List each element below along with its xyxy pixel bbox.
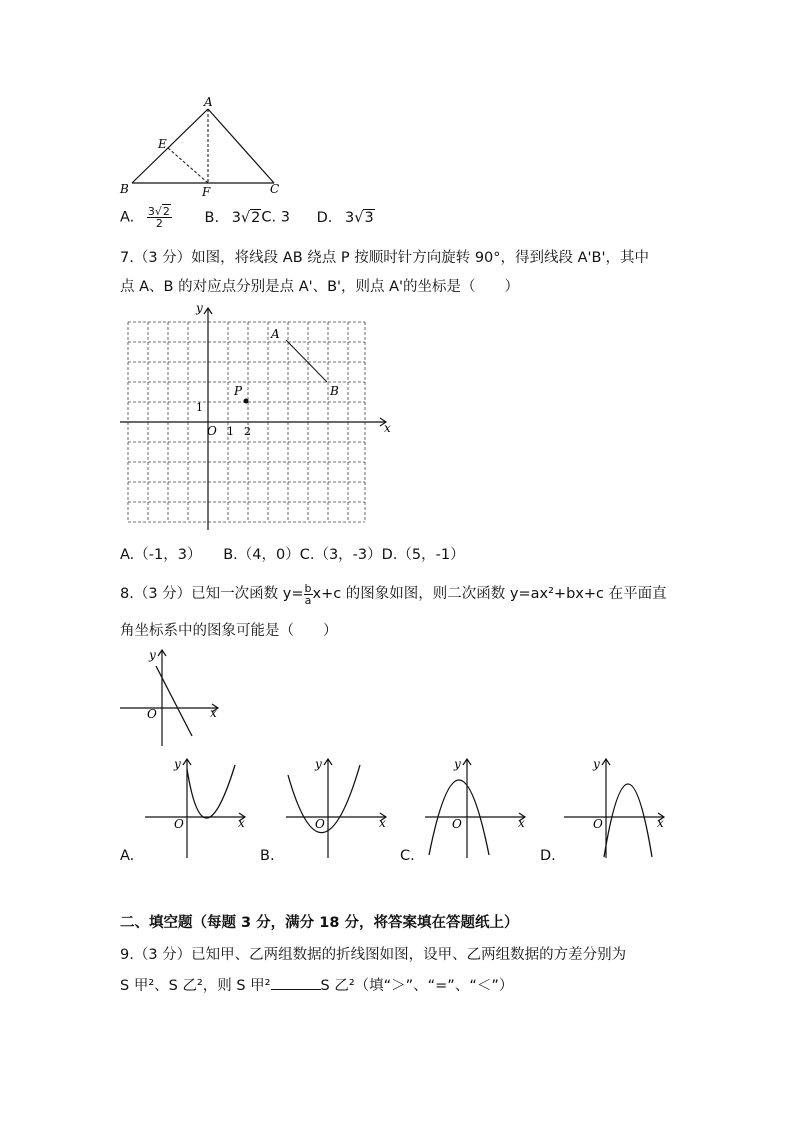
label-B: B bbox=[120, 182, 129, 196]
q8-option-b-label: B. bbox=[260, 848, 275, 864]
q8-c-x-label: x bbox=[518, 816, 525, 830]
q7-line2: 点 A、B 的对应点分别是点 A'、B'，则点 A'的坐标是（ ） bbox=[120, 279, 520, 295]
point-B-label: B bbox=[330, 384, 339, 398]
q7-grid-figure bbox=[118, 302, 398, 530]
q8-b-y-label: y bbox=[315, 757, 322, 771]
tick-x-1: 1 bbox=[227, 425, 234, 438]
tick-x-2: 2 bbox=[244, 425, 251, 438]
q8-d-origin: O bbox=[593, 817, 603, 831]
q8-linear-origin: O bbox=[147, 707, 157, 721]
q6-options bbox=[120, 206, 375, 236]
label-A: A bbox=[204, 95, 213, 109]
axis-x-label: x bbox=[384, 421, 391, 435]
q6-option-b-value: 3√2 bbox=[231, 209, 261, 226]
q8-option-c-graph bbox=[423, 755, 533, 860]
q8-option-d-graph bbox=[562, 755, 672, 860]
q8-c-y-label: y bbox=[454, 757, 461, 771]
q9-line2 bbox=[120, 975, 513, 996]
q6-option-b-label: B. bbox=[204, 209, 220, 226]
q6-option-c: C. 3 bbox=[261, 209, 290, 226]
label-C: C bbox=[270, 182, 280, 196]
q8-a-origin: O bbox=[174, 817, 184, 831]
point-A-label: A bbox=[271, 327, 280, 341]
q7-line1: 7.（3 分）如图，将线段 AB 绕点 P 按顺时针方向旋转 90°，得到线段 A'B'，其中 bbox=[120, 250, 649, 266]
q9-line1: 9.（3 分）已知甲、乙两组数据的折线图如图，设甲、乙两组数据的方差分别为 bbox=[120, 947, 627, 963]
q8-linear-graph bbox=[118, 646, 228, 748]
tick-y-1: 1 bbox=[196, 401, 203, 414]
q8-b-x-label: x bbox=[379, 816, 386, 830]
q8-option-d-label: D. bbox=[540, 848, 556, 864]
q8-a-y-label: y bbox=[174, 757, 181, 771]
point-P-label: P bbox=[234, 384, 243, 398]
q8-option-b-graph bbox=[284, 755, 394, 860]
q6-option-a-value: $\frac{3√2}{2}$ bbox=[147, 205, 170, 230]
label-F: F bbox=[202, 185, 211, 197]
q8-option-a-label: A. bbox=[120, 848, 135, 864]
axis-y-label: y bbox=[196, 302, 203, 315]
q8-linear-y-label: y bbox=[149, 648, 156, 662]
q8-a-x-label: x bbox=[238, 816, 245, 830]
q8-fraction: $\frac{b}{a}$ bbox=[304, 581, 312, 607]
q8-d-y-label: y bbox=[593, 757, 600, 771]
label-E: E bbox=[158, 137, 167, 151]
q8-line2: 角坐标系中的图象可能是（ ） bbox=[120, 623, 338, 639]
q6-option-d-value: 3√3 bbox=[344, 209, 374, 226]
q8-option-c-label: C. bbox=[400, 848, 415, 864]
origin-label: O bbox=[207, 424, 217, 438]
triangle-figure bbox=[110, 92, 290, 197]
q8-line1-pre: 8.（3 分）已知一次函数 y= bbox=[120, 586, 304, 602]
q8-linear-x-label: x bbox=[210, 706, 217, 720]
q9-answer-blank[interactable] bbox=[271, 975, 321, 990]
q8-d-x-label: x bbox=[657, 816, 664, 830]
section-heading: 二、填空题（每题 3 分，满分 18 分，将答案填在答题纸上） bbox=[120, 915, 519, 931]
q9-line2-pre: S 甲²、S 乙²，则 S 甲² bbox=[120, 978, 271, 994]
q6-option-d-label: D. bbox=[316, 209, 333, 226]
q8-line1 bbox=[120, 580, 667, 612]
q9-line2-post: S 乙²（填“＞”、“=”、“＜”） bbox=[320, 978, 514, 994]
q8-line1-post: x+c 的图象如图，则二次函数 y=ax²+bx+c 在平面直 bbox=[312, 586, 667, 602]
q6-option-a-label: A. bbox=[120, 209, 135, 226]
q8-c-origin: O bbox=[452, 817, 462, 831]
q8-b-origin: O bbox=[315, 817, 325, 831]
q7-options: A.（-1，3） B.（4，0）C.（3，-3）D.（5，-1） bbox=[120, 547, 465, 563]
q8-option-a-graph bbox=[143, 755, 253, 860]
